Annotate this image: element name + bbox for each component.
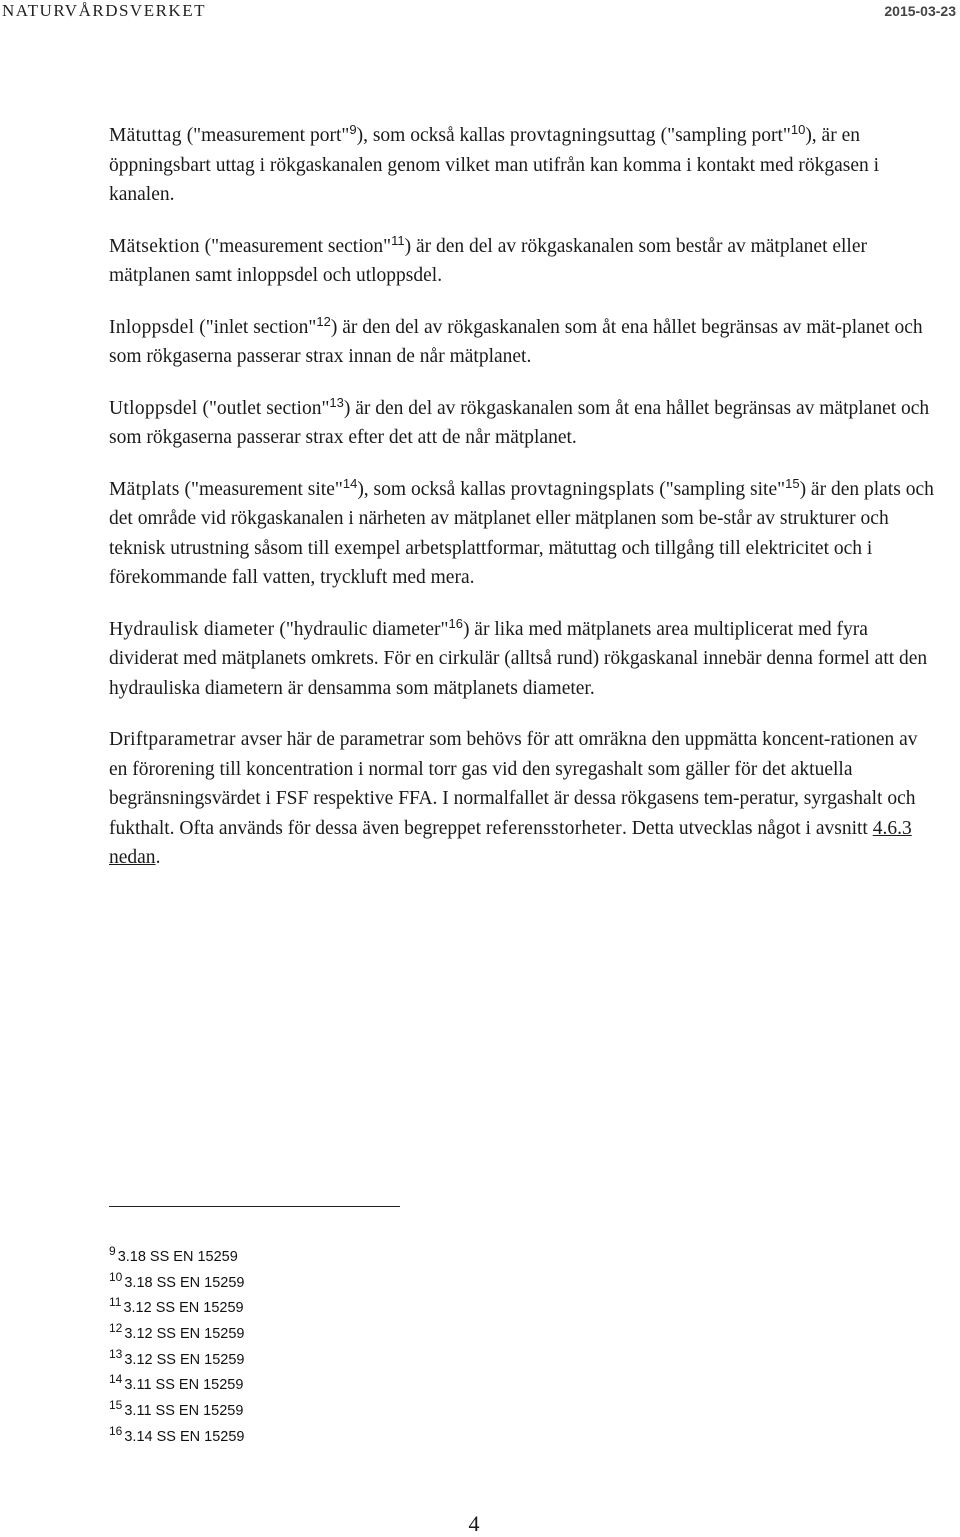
paragraph-text: ), som också kallas [357,478,511,500]
paragraph [109,313,934,372]
defined-term: Inloppsdel [109,316,195,338]
footnote-text: 3.18 SS EN 15259 [124,1274,245,1291]
page-number: 4 [468,1511,480,1536]
defined-term: provtagningsuttag [509,125,656,146]
defined-term: Hydraulisk diameter [109,618,275,640]
paragraph-text: ) är lika med mätplanets area multiplicerat med fyra dividerat med mätplanets omkrets. För en cirkulär (alltså rund) rökgaskanal innebär denna formel att den hydrauliska diametern är densamma som mätplanets diameter. [109,618,928,699]
footnote-text: 3.12 SS EN 15259 [123,1300,244,1317]
footnote-item [109,1296,244,1322]
footnote-rule [109,1206,400,1207]
footnote-number: 12 [109,1321,123,1336]
header-date: 2015-03-23 [884,3,956,19]
footnote-reference[interactable]: 11 [391,232,405,248]
footnote-reference[interactable]: 10 [790,122,806,137]
defined-term: Mätuttag [109,125,182,146]
footnote-item [109,1245,244,1271]
footnote-number: 15 [109,1398,123,1413]
footnote-item [109,1399,244,1425]
footnote-text: 3.12 SS EN 15259 [124,1326,245,1343]
defined-term: referensstorheter [485,817,622,839]
footnote-number: 14 [109,1372,123,1387]
footnote-reference[interactable]: 14 [342,475,358,491]
footnote-item [109,1322,244,1348]
paragraph [109,475,934,593]
paragraph-text: ) är den plats och det område vid rökgaskanalen i närheten av mätplanet eller mätplanen som be-står av strukturer och teknisk utrustning såsom till exempel arbetsplattformar, mätuttag och tillgång till elektricitet och i förekommande fall vatten, tryckluft med mera. [109,478,934,588]
footnote-item [109,1373,244,1399]
footnote-text: 3.14 SS EN 15259 [124,1428,245,1445]
footnote-item [109,1348,244,1374]
footnote-reference[interactable]: 15 [785,475,800,491]
defined-term: Mätplats [109,478,180,500]
paragraph [109,394,934,453]
footnote-reference[interactable]: 9 [349,122,357,137]
defined-term: Mätsektion [109,235,200,257]
paragraph-text: ) är den del av rökgaskanalen som åt ena hållet begränsas av mätplanet och som rökgaserna passerar strax efter det att de når mätplanet. [109,397,930,448]
footnote-number: 10 [109,1269,123,1284]
footnote-number: 13 [109,1346,123,1361]
paragraph-text: ("measurement section" [199,235,392,257]
section-link[interactable]: 4.6.3 nedan [109,817,912,868]
paragraph-text: ), som också kallas [356,125,510,146]
footnote-number: 11 [109,1295,122,1310]
defined-term: Driftparametrar [109,729,236,750]
paragraph-text: . [155,847,161,868]
header-org: NATURVÅRDSVERKET [2,1,206,20]
paragraph [109,232,934,291]
footnote-text: 3.18 SS EN 15259 [117,1249,238,1265]
paragraph-text: ("sampling port" [655,125,791,146]
footnote-reference[interactable]: 16 [448,615,463,631]
paragraph-text: ("measurement site" [179,478,343,500]
paragraph-text: ("outlet section" [197,397,330,419]
footnote-reference[interactable]: 13 [329,394,344,410]
defined-term: Utloppsdel [109,397,198,419]
paragraph [109,121,934,210]
footnote-text: 3.11 SS EN 15259 [124,1377,244,1394]
paragraph-text: ) är den del av rökgaskanalen som består av mätplanet eller mätplanen samt inloppsdel och utloppsdel. [109,235,868,286]
footnote-item [109,1271,244,1297]
footnote-reference[interactable]: 12 [316,313,331,329]
footnote-list [109,1245,244,1451]
defined-term: provtagningsplats [510,478,655,500]
paragraph [109,725,934,873]
footnote-number: 9 [109,1244,116,1258]
paragraph-text: ("hydraulic diameter" [274,618,449,640]
paragraph-text: . Detta utvecklas något i avsnitt [621,817,873,839]
footnote-number: 16 [109,1423,123,1438]
paragraph-text: ) är den del av rökgaskanalen som åt ena hållet begränsas av mät-planet och som rökgaserna passerar strax innan de når mätplanet. [109,316,923,367]
paragraph-text: ("measurement port" [181,125,350,146]
footnote-text: 3.11 SS EN 15259 [124,1403,244,1420]
body-text [109,121,934,895]
paragraph-text: ("sampling site" [654,478,786,500]
paragraph-text: ), är en öppningsbart uttag i rökgaskanalen genom vilket man utifrån kan komma i kontakt med rökgasen i kanalen. [109,125,880,205]
paragraph-text: ("inlet section" [194,316,317,338]
footnote-item [109,1425,244,1451]
paragraph-text: avser här de parametrar som behövs för att omräkna den uppmätta koncent-rationen av en förorening till koncentration i normal torr gas vid den syregashalt som gäller för det aktuella begränsningsvärdet i FSF respektive FFA. I normalfallet är dessa rökgasens tem-peratur, syrgashalt och fukthalt. Ofta används för dessa även begreppet [109,729,918,839]
footnote-text: 3.12 SS EN 15259 [124,1351,245,1368]
paragraph [109,615,934,704]
